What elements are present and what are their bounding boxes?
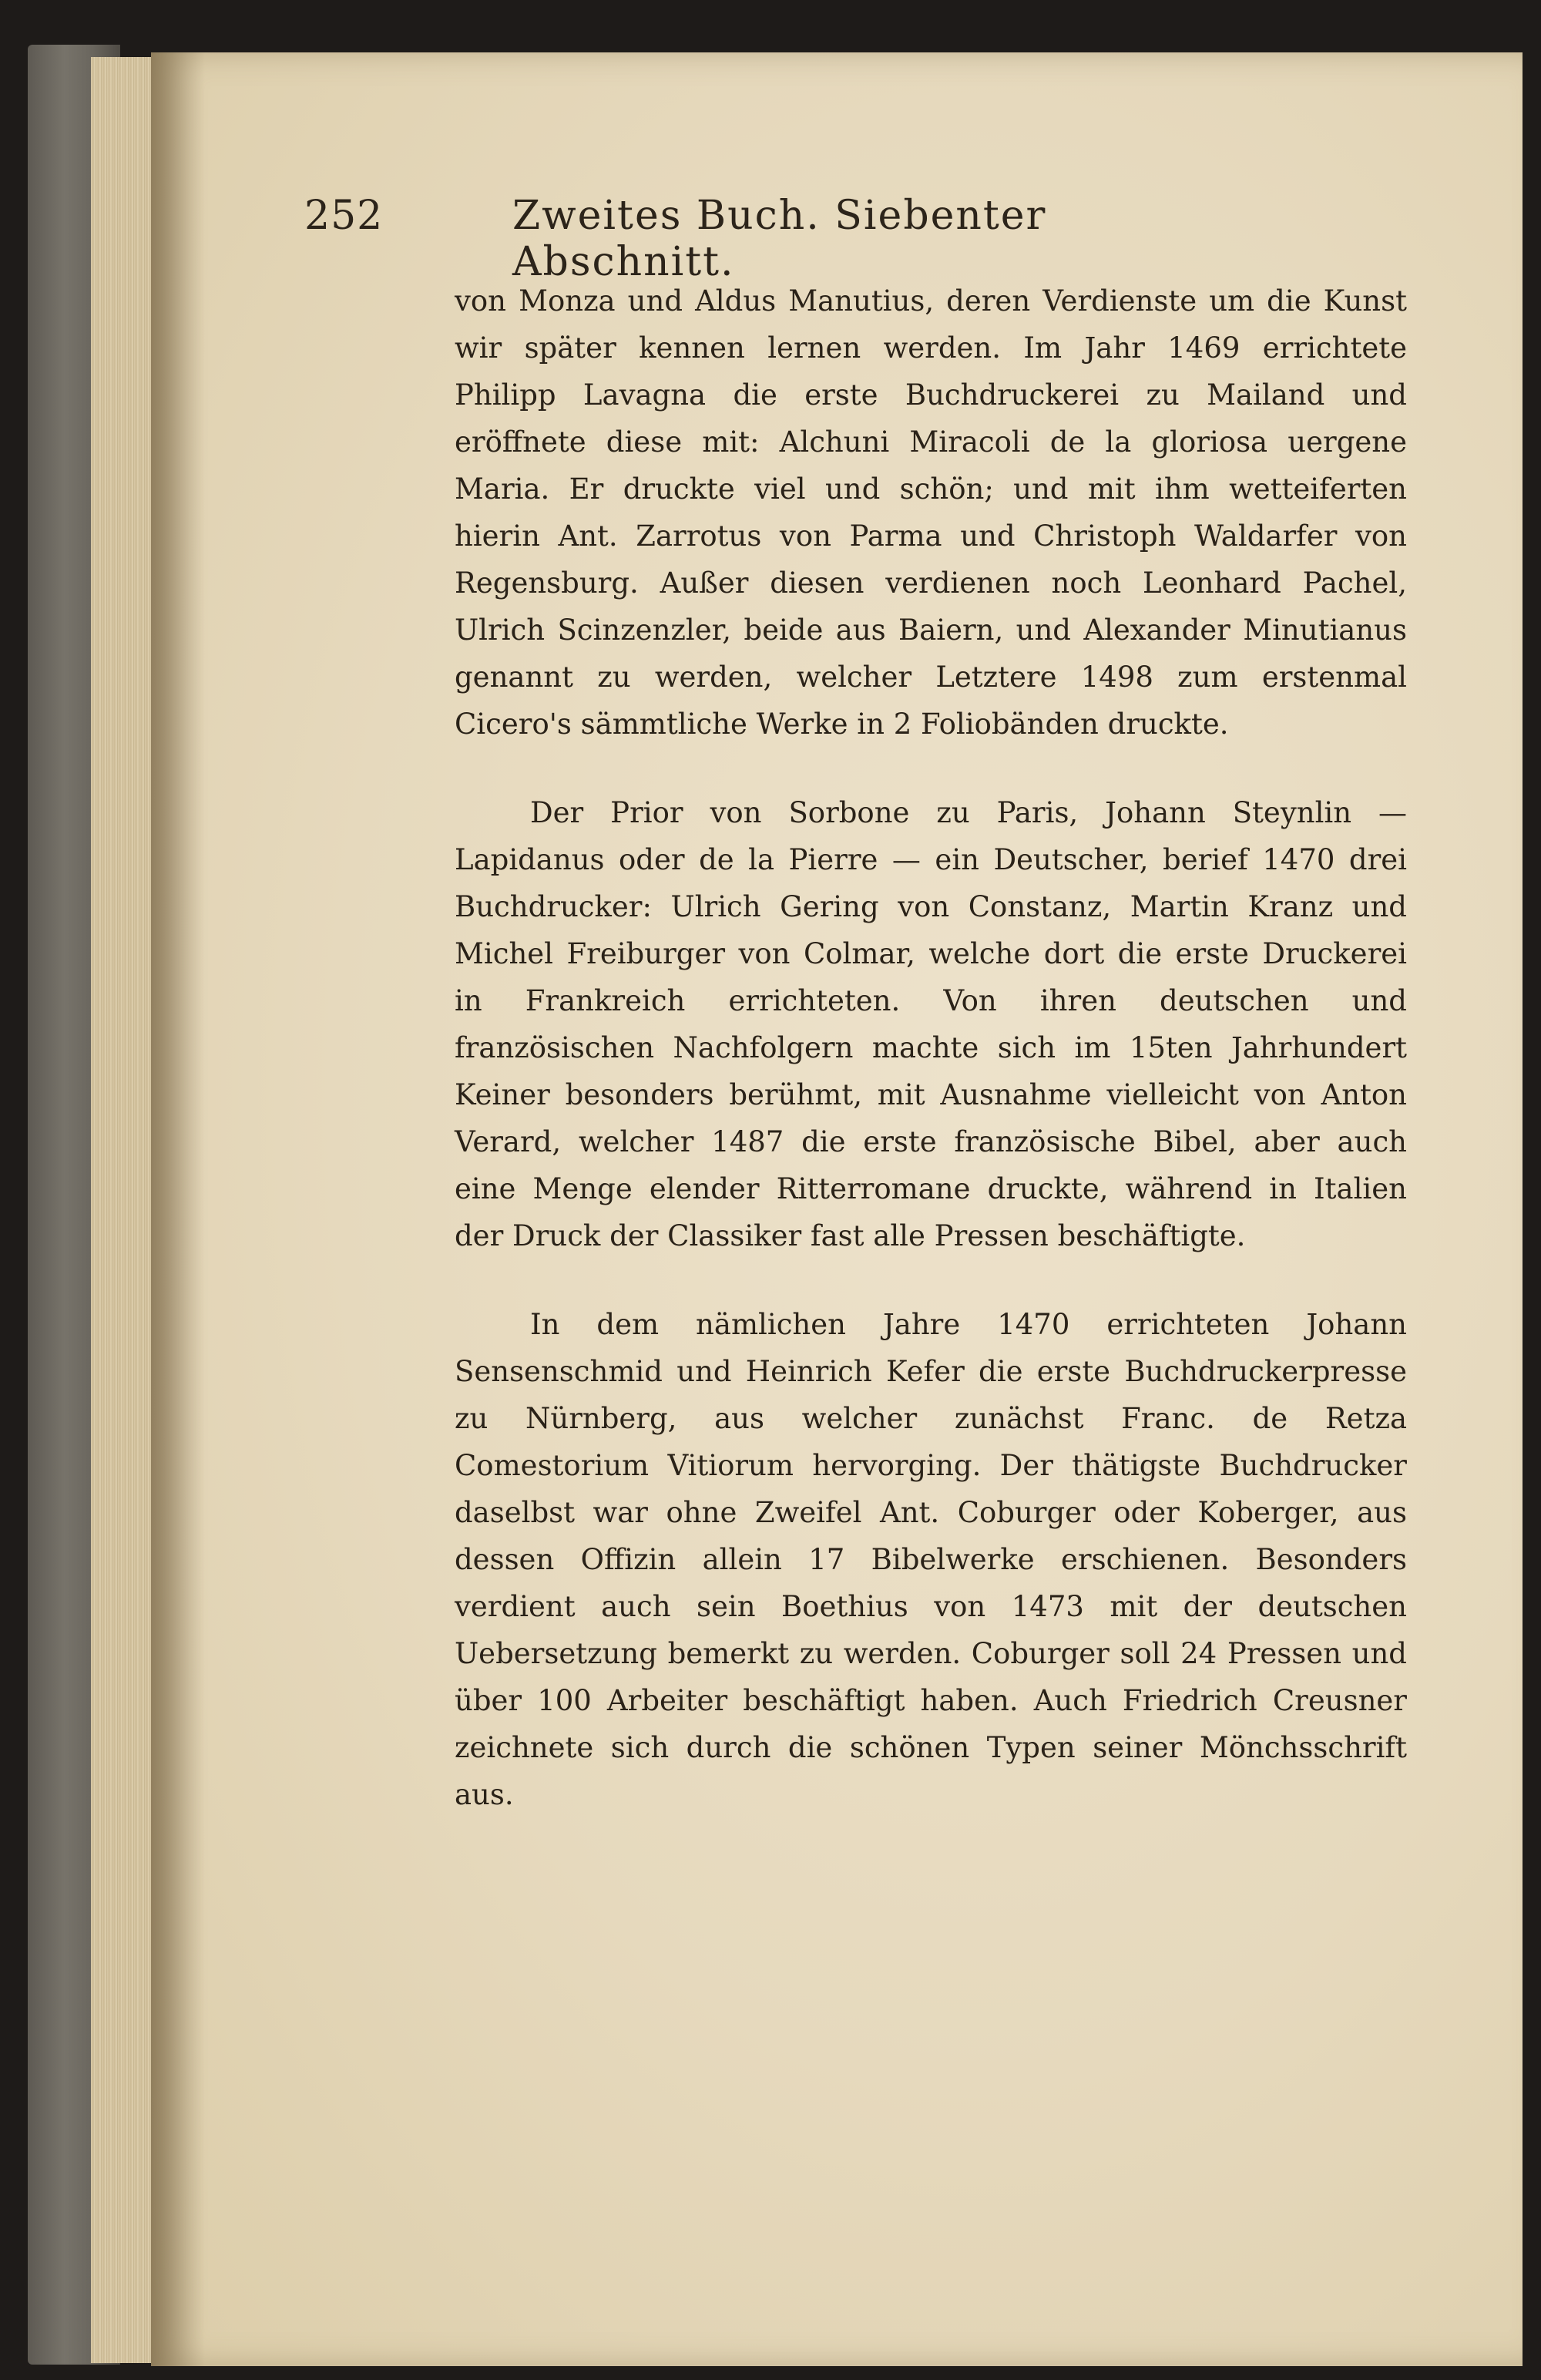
- page-stack-edge: [91, 57, 160, 2363]
- body-text: [455, 277, 1407, 1818]
- page-number: 252: [304, 193, 384, 239]
- paragraph-1: von Monza und Aldus Manutius, deren Verdienste um die Kunst wir später kennen lernen werden. Im Jahr 1469 errichtete Philipp Lavagna die erste Buchdruckerei zu Mailand und eröffnete diese mit: Alchuni Miracoli de la gloriosa uergene Maria. Er druckte viel und schön; und mit ihm wetteiferten hierin Ant. Zarrotus von Parma und Christoph Waldarfer von Regensburg. Außer diesen verdienen noch Leonhard Pachel, Ulrich Scinzenzler, beide aus Baiern, und Alexander Minutianus genannt zu werden, welcher Letztere 1498 zum erstenmal Cicero's sämmtliche Werke in 2 Foliobänden druckte.: [455, 284, 1407, 741]
- page-gutter-shadow: [151, 52, 205, 2366]
- paragraph-2: Der Prior von Sorbone zu Paris, Johann Steynlin — Lapidanus oder de la Pierre — ein Deutscher, berief 1470 drei Buchdrucker: Ulrich Gering von Constanz, Martin Kranz und Michel Freiburger von Colmar, welche dort die erste Druckerei in Frankreich errichteten. Von ihren deutschen und französischen Nachfolgern machte sich im 15ten Jahrhundert Keiner besonders berühmt, mit Ausnahme vielleicht von Anton Verard, welcher 1487 die erste französische Bibel, aber auch eine Menge elender Ritterromane druckte, während in Italien der Druck der Classiker fast alle Pressen beschäftigte.: [455, 796, 1407, 1252]
- running-title: Zweites Buch. Siebenter Abschnitt.: [512, 193, 1047, 285]
- paragraph-3: In dem nämlichen Jahre 1470 errichteten Johann Sensenschmid und Heinrich Kefer die erste Buchdruckerpresse zu Nürnberg, aus welcher zunächst Franc. de Retza Comestorium Vitiorum hervorging. Der thätigste Buchdrucker daselbst war ohne Zweifel Ant. Coburger oder Koberger, aus dessen Offizin allein 17 Bibelwerke erschienen. Besonders verdient auch sein Boethius von 1473 mit der deutschen Uebersetzung bemerkt zu werden. Coburger soll 24 Pressen und über 100 Arbeiter beschäftigt haben. Auch Friedrich Creusner zeichnete sich durch die schönen Typen seiner Mönchsschrift aus.: [455, 1308, 1407, 1811]
- running-header: [304, 193, 1260, 285]
